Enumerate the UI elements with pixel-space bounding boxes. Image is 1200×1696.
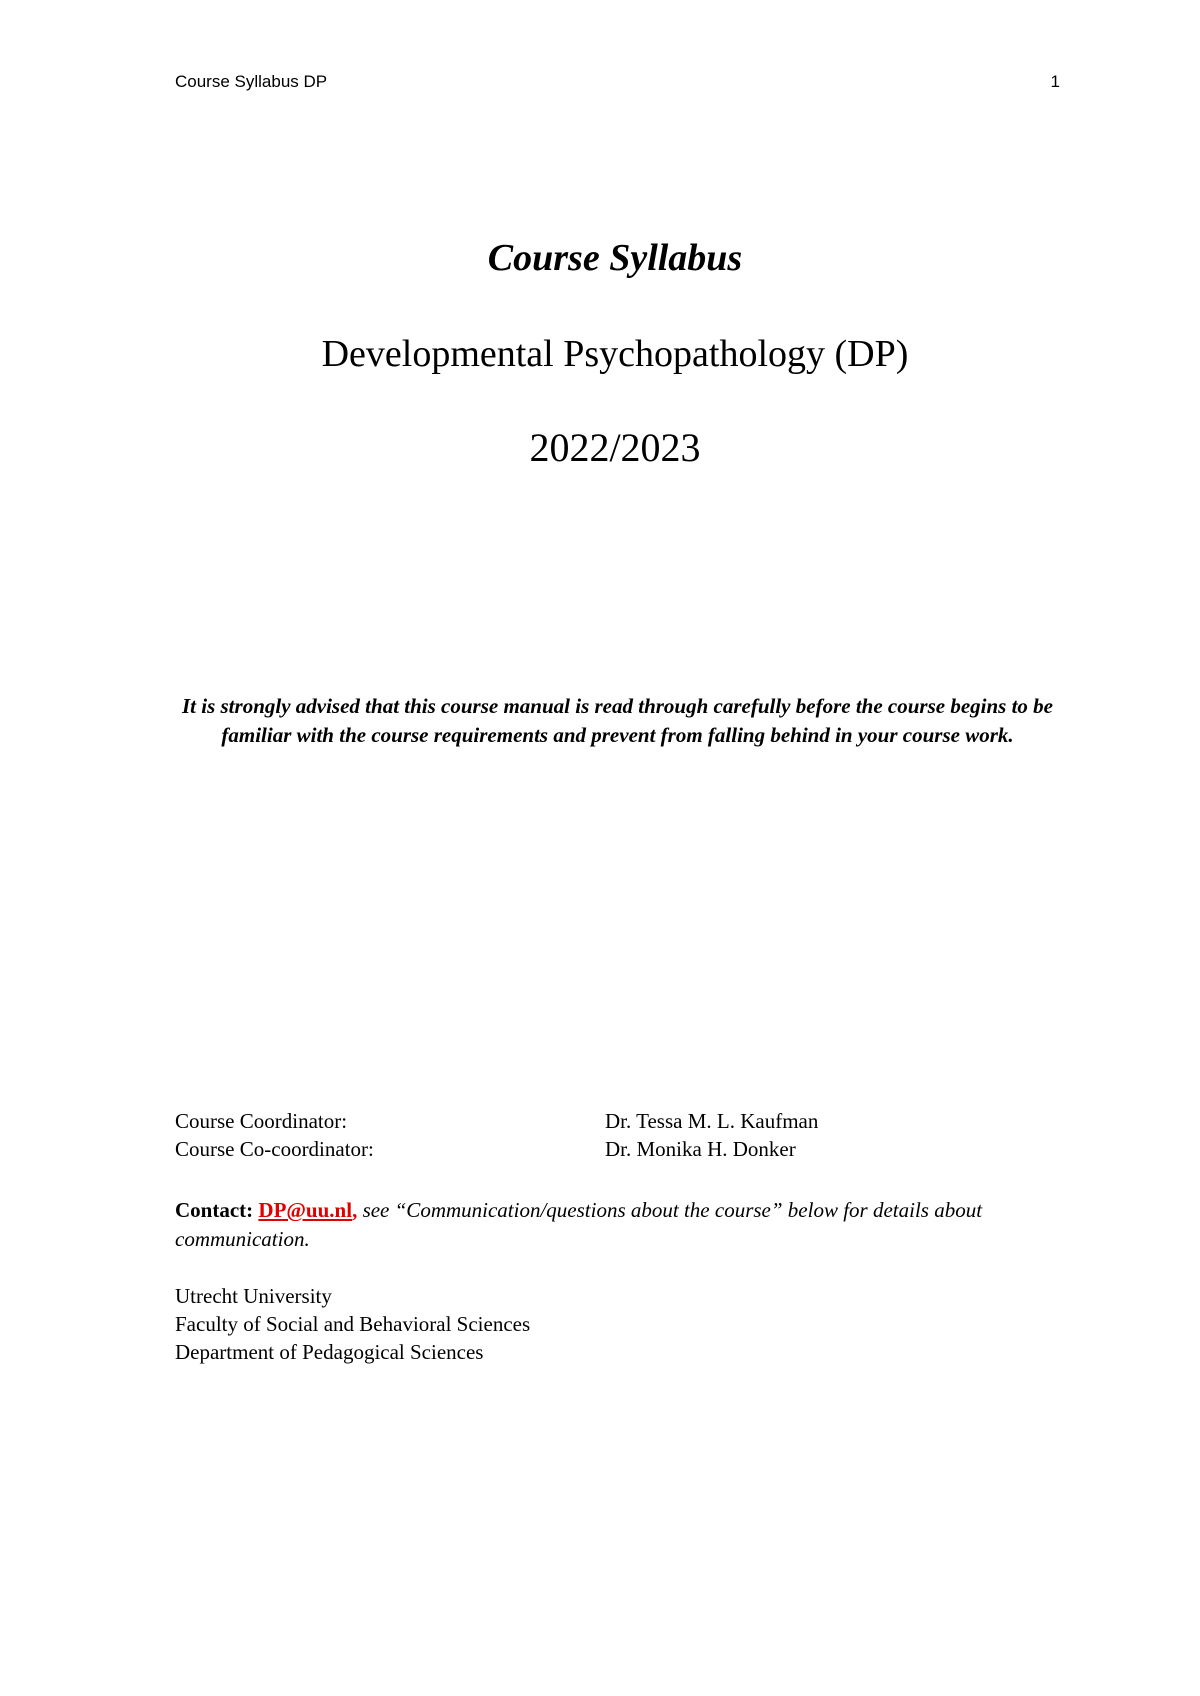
document-title: Course Syllabus [487,237,743,279]
page-number: 1 [1050,72,1060,91]
co-coordinator-row [175,1137,1075,1165]
co-coordinator-label: Course Co-coordinator: [175,1137,374,1161]
faculty-name: Faculty of Social and Behavioral Sciences [175,1312,531,1336]
contact-separator: , [352,1198,358,1222]
running-header-title: Course Syllabus DP [175,72,328,91]
coordinator-label: Course Coordinator: [175,1109,348,1133]
contact-note: see “Communication/questions about the course” below for details about communication. [175,1198,983,1251]
university-name: Utrecht University [175,1284,332,1308]
co-coordinator-name: Dr. Monika H. Donker [605,1137,796,1161]
course-name: Developmental Psychopathology (DP) [321,333,909,375]
institution-block [175,1282,530,1366]
contact-email-link[interactable]: DP@uu.nl [258,1198,353,1222]
academic-year: 2022/2023 [529,425,701,470]
coordinator-row [175,1109,1075,1137]
contact-paragraph [175,1196,1075,1254]
reading-advice: It is strongly advised that this course manual is read through carefully before the course begins to be familiar with the course requirements and prevent from falling behind in your course work. [182,694,1053,747]
contact-label: Contact: [175,1198,254,1222]
department-name: Department of Pedagogical Sciences [175,1340,484,1364]
coordinator-name: Dr. Tessa M. L. Kaufman [605,1109,819,1133]
